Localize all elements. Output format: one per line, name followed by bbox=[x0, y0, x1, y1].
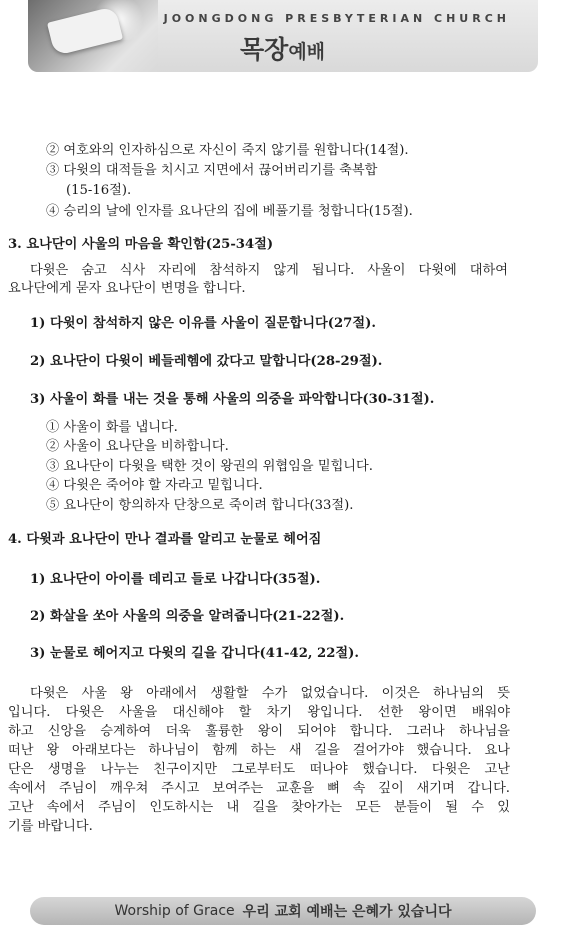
subsection-heading: 1) 다윗이 참석하지 않은 이유를 사울이 질문합니다(27절). bbox=[30, 316, 376, 331]
section-3-heading: 3. 요나단이 사울의 마음을 확인함(25-34절) bbox=[8, 237, 274, 252]
list-item: ② 여호와의 인자하심으로 자신이 죽지 않기를 원합니다(14절). bbox=[46, 143, 409, 158]
paragraph-line: 고난 속에서 주님이 인도하시는 내 길을 찾아가는 모든 분들이 될 수 있 bbox=[8, 800, 510, 815]
paragraph-line: 다윗은 숨고 식사 자리에 참석하지 않게 됩니다. 사울이 다윗에 대하여 bbox=[30, 263, 508, 278]
open-bible-image bbox=[47, 6, 123, 56]
list-item: ③ 다윗의 대적들을 치시고 지면에서 끊어버리기를 축복합 bbox=[46, 163, 378, 178]
list-item: ② 사울이 요나단을 비하합니다. bbox=[46, 439, 229, 454]
list-item-continuation: (15-16절). bbox=[66, 183, 132, 198]
paragraph-line: 요나단에게 묻자 요나단이 변명을 합니다. bbox=[8, 281, 246, 296]
paragraph-line: 떠난 왕 아래보다는 하나님이 함께 하는 새 길을 걸어가야 했습니다. 요나 bbox=[8, 743, 510, 758]
church-name: JOONGDONG PRESBYTERIAN CHURCH bbox=[163, 12, 510, 25]
header-banner bbox=[28, 0, 538, 72]
list-item: ④ 다윗은 죽어야 할 자라고 밑힙니다. bbox=[46, 478, 263, 493]
list-item: ④ 승리의 날에 인자를 요나단의 집에 베풀기를 청합니다(15절). bbox=[46, 204, 413, 219]
paragraph-line: 하고 신앙을 승계하여 더욱 훌륭한 왕이 되어야 합니다. 그러나 하나님을 bbox=[8, 724, 510, 739]
footer-english: Worship of Grace bbox=[114, 903, 235, 919]
subsection-heading: 3) 사울이 화를 내는 것을 통해 사울의 의중을 파악합니다(30-31절). bbox=[30, 392, 435, 407]
subsection-heading: 2) 요나단이 다윗이 베들레헴에 갔다고 말합니다(28-29절). bbox=[30, 354, 383, 369]
service-title bbox=[240, 30, 325, 66]
paragraph-line: 단은 생명을 나누는 친구이지만 그로부터도 떠나야 했습니다. 다윗은 고난 bbox=[8, 762, 510, 777]
subsection-heading: 1) 요나단이 아이를 데리고 들로 나갑니다(35절). bbox=[30, 572, 321, 587]
footer-banner bbox=[30, 897, 536, 925]
paragraph-line: 다윗은 사울 왕 아래에서 생활할 수가 없었습니다. 이것은 하나님의 뜻 bbox=[30, 686, 510, 701]
service-title-sub: 예배 bbox=[288, 41, 326, 63]
footer-korean: 우리 교회 예배는 은혜가 있습니다 bbox=[242, 904, 452, 920]
list-item: ③ 요나단이 다윗을 택한 것이 왕권의 위협임을 밑힙니다. bbox=[46, 459, 373, 474]
subsection-heading: 3) 눈물로 헤어지고 다윗의 길을 갑니다(41-42, 22절). bbox=[30, 646, 359, 661]
paragraph-line: 기를 바랍니다. bbox=[8, 819, 93, 834]
service-title-main: 목장 bbox=[240, 35, 289, 64]
list-item: ⑤ 요나단이 항의하자 단창으로 죽이려 합니다(33절). bbox=[46, 498, 354, 513]
bible-photo bbox=[28, 0, 158, 72]
list-item: ① 사울이 화를 냅니다. bbox=[46, 420, 178, 435]
paragraph-line: 속에서 주님이 깨우쳐 주시고 보여주는 교훈을 뼈 속 깊이 새기며 갑니다. bbox=[8, 781, 510, 796]
subsection-heading: 2) 화살을 쏘아 사울의 의중을 알려줍니다(21-22절). bbox=[30, 609, 345, 624]
section-4-heading: 4. 다윗과 요나단이 만나 결과를 알리고 눈물로 헤어짐 bbox=[8, 532, 322, 547]
paragraph-line: 입니다. 다윗은 사울을 대신해야 할 차기 왕입니다. 선한 왕이면 배워야 bbox=[8, 705, 510, 720]
